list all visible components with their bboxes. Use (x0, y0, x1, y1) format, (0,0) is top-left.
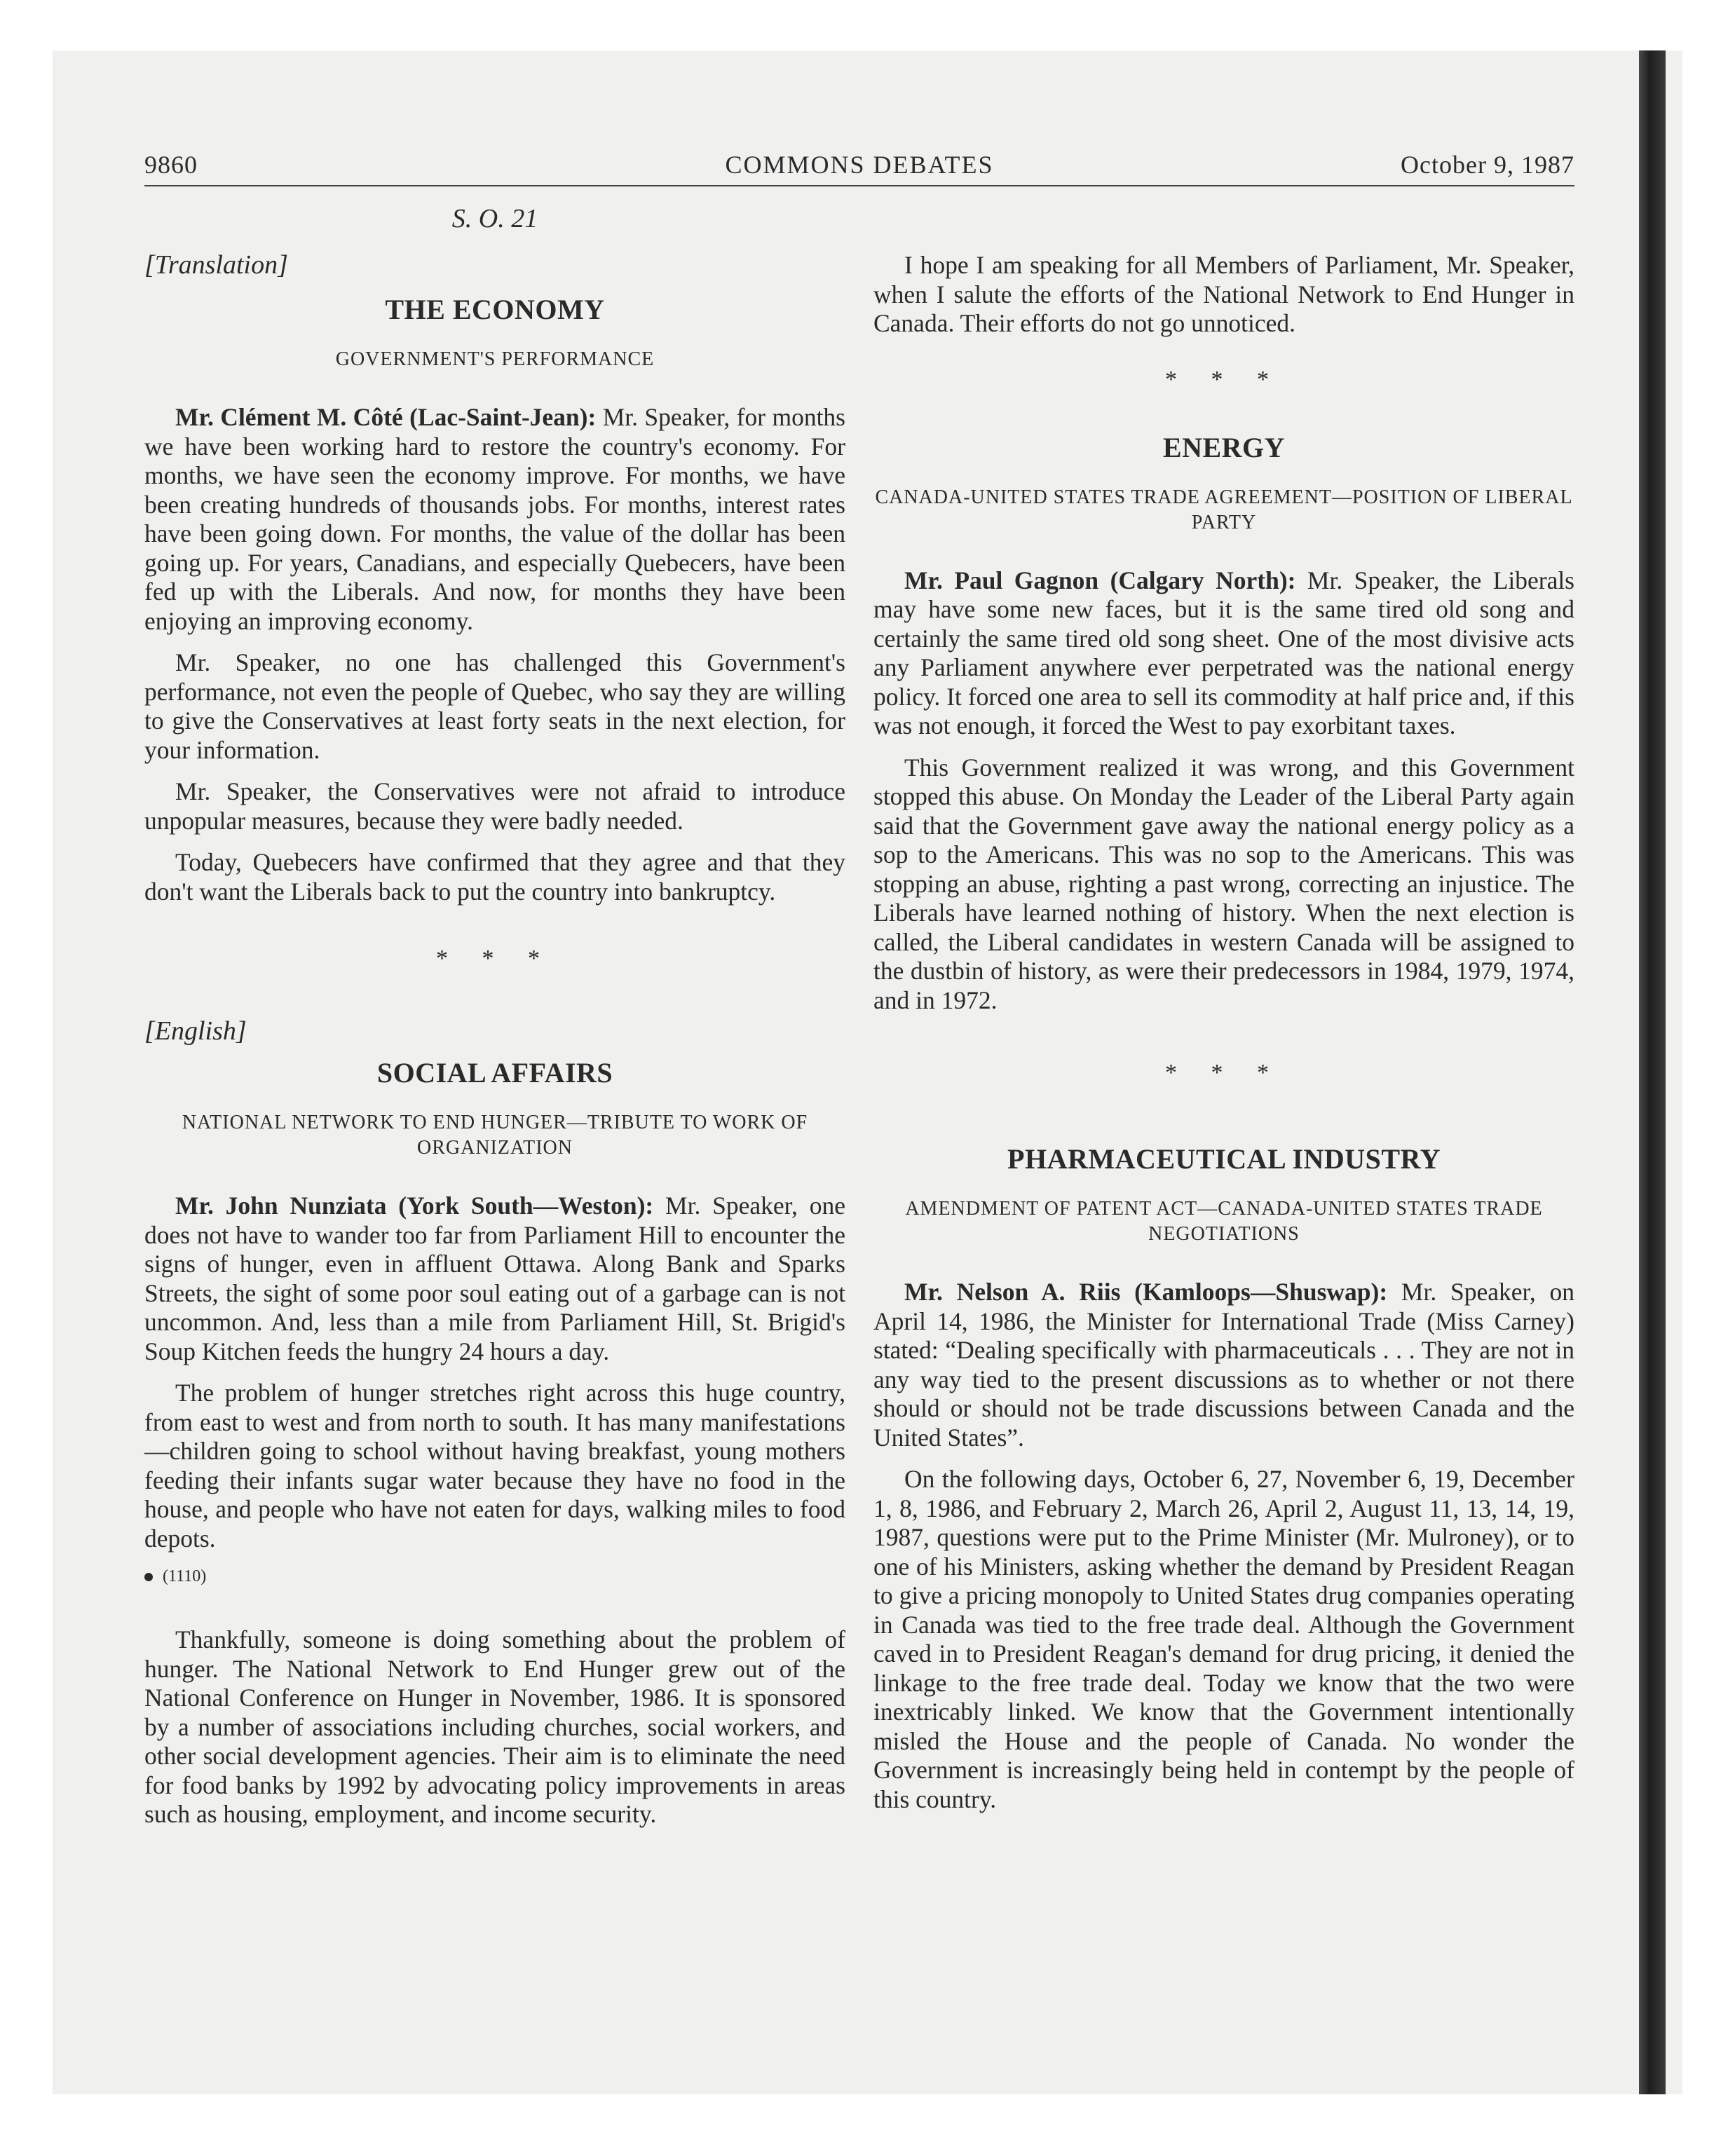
running-head (144, 150, 1574, 186)
timecode (144, 1567, 845, 1586)
section-separator: * * * (1165, 366, 1283, 393)
section-heading-social-affairs: SOCIAL AFFAIRS (376, 1057, 613, 1089)
paragraph: The problem of hunger stretches right across this huge country, from east to west and from north to south. It has many manifestations—children going to school without having breakfast, young mothers feeding their infants sugar water because they have no food in the house, and people who have not eaten for days, walking miles to food depots. (144, 1379, 845, 1553)
paragraph: Today, Quebecers have confirmed that they agree and that they don't want the Liberals back to put the country into bankruptcy. (144, 848, 845, 906)
english-label: [English] (144, 1016, 247, 1046)
binding-edge (1639, 50, 1666, 2094)
paragraph: On the following days, October 6, 27, November 6, 19, December 1, 8, 1986, and February 2, March 26, April 2, August 11, 13, 14, 19, 1987, questions were put to the Prime Minister (Mr. Mulroney), or to one of his Ministers, asking whether the demand by President Reagan to give a pricing monopoly to United States drug companies operating in Canada was tied to the free trade deal. Although the Government caved in to President Reagan's demand for drug pricing, it denied the linkage to the free trade deal. Today we know that the two were inextricably linked. We know that the Government intentionally misled the House and the people of Canada. No wonder the Government is increasingly being held in contempt by the people of this country. (873, 1465, 1574, 1813)
section-heading-economy: THE ECONOMY (385, 294, 605, 325)
speaker-name: Mr. John Nunziata (York South—Weston): (175, 1192, 654, 1220)
paragraph (873, 566, 1574, 741)
paragraph (873, 1278, 1574, 1452)
left-column (144, 203, 845, 1842)
speaker-name: Mr. Clément M. Côté (Lac-Saint-Jean): (175, 403, 597, 431)
page-number: 9860 (144, 151, 198, 179)
paragraph: Mr. Speaker, no one has challenged this Government's performance, not even the people of Quebec, who say they are willing to give the Conservatives at least forty seats in the next election, for your information. (144, 648, 845, 764)
paragraph: I hope I am speaking for all Members of Parliament, Mr. Speaker, when I salute the efforts of the National Network to End Hunger in Canada. Their efforts do not go unnoticed. (873, 251, 1574, 337)
speech-text: Mr. Speaker, the Liberals may have some new faces, but it is the same tired old song and certainly the same tired old song sheet. One of the most divisive acts any Parliament anywhere ever perpetrated was the national energy policy. It forced one area to sell its commodity at half price and, if this was not enough, it forced the West to pay exorbitant taxes. (873, 566, 1574, 739)
paragraph (144, 403, 845, 636)
publication-title: COMMONS DEBATES (725, 151, 994, 179)
speaker-name: Mr. Nelson A. Riis (Kamloops—Shuswap): (904, 1278, 1388, 1306)
section-heading-pharmaceutical: PHARMACEUTICAL INDUSTRY (1007, 1143, 1441, 1175)
translation-label: [Translation] (144, 250, 288, 280)
timecode-text: (1110) (163, 1567, 207, 1585)
subheading-government-performance: GOVERNMENT'S PERFORMANCE (335, 348, 655, 370)
subheading-hunger-network: NATIONAL NETWORK TO END HUNGER—TRIBUTE TO WORK OF ORGANIZATION (182, 1112, 808, 1159)
standing-order-label: S. O. 21 (451, 204, 538, 233)
paragraph: Thankfully, someone is doing something about the problem of hunger. The National Network to End Hunger grew out of the National Conference on Hunger in November, 1986. It is sponsored by a number of associations including churches, social workers, and other social development agencies. Their aim is to eliminate the need for food banks by 1992 by advocating policy improvements in areas such as housing, employment, and income security. (144, 1625, 845, 1828)
paragraph: Mr. Speaker, the Conservatives were not afraid to introduce unpopular measures, because they were badly needed. (144, 777, 845, 835)
publication-date: October 9, 1987 (1401, 151, 1574, 179)
speech-text: Mr. Speaker, on April 14, 1986, the Minister for International Trade (Miss Carney) stated: “Dealing specifically with pharmaceuticals . . . They are not in any way tied to the present discussions as to whether or not there should or should not be trade discussions between Canada and the United States”. (873, 1278, 1574, 1452)
speech-text: Mr. Speaker, one does not have to wander too far from Parliament Hill to encounter the signs of hunger, even in affluent Ottawa. Along Bank and Sparks Streets, the sight of some poor soul eating out of a garbage can is not uncommon. And, less than a mile from Parliament Hill, St. Brigid's Soup Kitchen feeds the hungry 24 hours a day. (144, 1192, 845, 1365)
paragraph (144, 1192, 845, 1366)
paragraph: This Government realized it was wrong, and this Government stopped this abuse. On Monday the Leader of the Liberal Party again said that the Government gave away the national energy policy as a sop to the Americans. This was no sop to the Americans. This was stopping an abuse, righting a past wrong, correcting an injustice. The Liberals have learned nothing of history. When the next election is called, the Liberal candidates in western Canada will be assigned to the dustbin of history, as were their predecessors in 1984, 1979, 1974, and in 1972. (873, 753, 1574, 1014)
section-separator: * * * (1165, 1060, 1283, 1086)
speaker-name: Mr. Paul Gagnon (Calgary North): (904, 566, 1296, 594)
section-heading-energy: ENERGY (1162, 431, 1286, 463)
bullet-icon (144, 1573, 153, 1581)
section-separator: * * * (436, 946, 554, 971)
speech-text: Mr. Speaker, for months we have been working hard to restore the country's economy. For months, we have seen the economy improve. For months, we have been creating hundreds of thousands jobs. For months, interest rates have been going down. For months, the value of the dollar has been going up. For years, Canadians, and especially Quebecers, have been fed up with the Liberals. And now, for months they have been enjoying an improving economy. (144, 403, 845, 635)
subheading-patent-act: AMENDMENT OF PATENT ACT—CANADA-UNITED STATES TRADE NEGOTIATIONS (905, 1198, 1543, 1245)
subheading-trade-agreement: CANADA-UNITED STATES TRADE AGREEMENT—POSITION OF LIBERAL PARTY (875, 486, 1573, 533)
right-column (873, 203, 1574, 1827)
